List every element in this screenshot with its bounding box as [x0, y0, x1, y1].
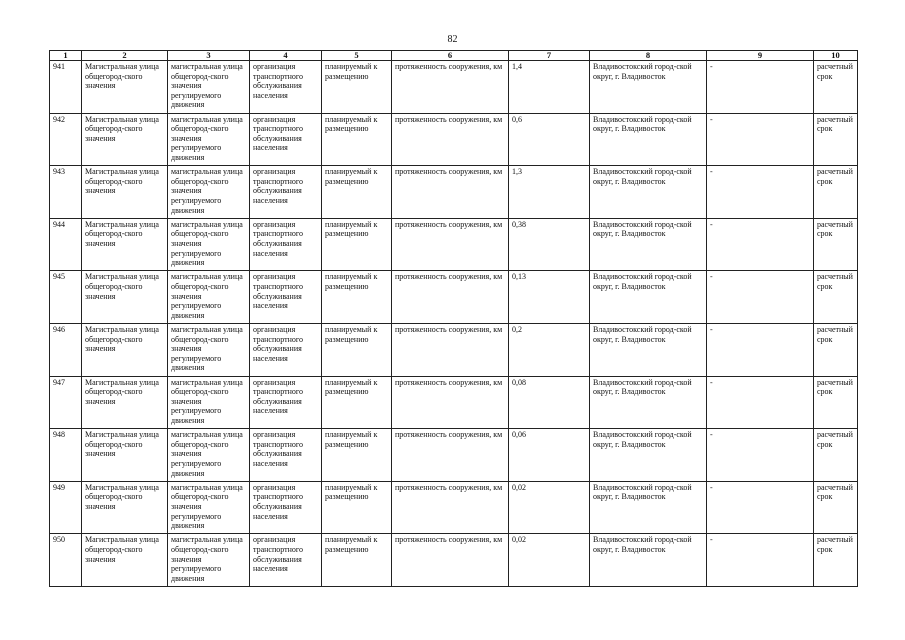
registry-table [49, 50, 858, 587]
cell-type: магистральная улица общегород-ского значения регулируемого движения [168, 429, 250, 482]
cell-type: магистральная улица общегород-ского значения регулируемого движения [168, 534, 250, 587]
cell-characteristic: протяженность сооружения, км [392, 113, 509, 166]
table-header [50, 51, 858, 61]
cell-purpose: организация транспортного обслуживания населения [250, 166, 322, 219]
cell-number: 949 [50, 481, 82, 534]
table-row [50, 376, 858, 429]
cell-characteristic: протяженность сооружения, км [392, 429, 509, 482]
cell-purpose: организация транспортного обслуживания населения [250, 271, 322, 324]
cell-number: 950 [50, 534, 82, 587]
cell-number: 941 [50, 61, 82, 114]
cell-type: магистральная улица общегород-ского значения регулируемого движения [168, 113, 250, 166]
cell-zone: - [707, 61, 814, 114]
cell-value: 0,06 [509, 429, 590, 482]
cell-value: 0,2 [509, 323, 590, 376]
cell-name: Магистральная улица общегород-ского значения [82, 113, 168, 166]
table-row [50, 534, 858, 587]
cell-location: Владивостокский город-ской округ, г. Владивосток [590, 429, 707, 482]
cell-type: магистральная улица общегород-ского значения регулируемого движения [168, 481, 250, 534]
cell-number: 947 [50, 376, 82, 429]
table-body [50, 61, 858, 587]
cell-purpose: организация транспортного обслуживания населения [250, 534, 322, 587]
cell-type: магистральная улица общегород-ского значения регулируемого движения [168, 166, 250, 219]
cell-term: расчетный срок [814, 534, 858, 587]
cell-location: Владивостокский город-ской округ, г. Владивосток [590, 271, 707, 324]
cell-name: Магистральная улица общегород-ского значения [82, 481, 168, 534]
cell-zone: - [707, 271, 814, 324]
cell-value: 0,6 [509, 113, 590, 166]
cell-zone: - [707, 481, 814, 534]
column-header-10: 10 [814, 51, 858, 61]
cell-zone: - [707, 376, 814, 429]
table-row [50, 166, 858, 219]
cell-status: планируемый к размещению [322, 323, 392, 376]
header-row [50, 51, 858, 61]
cell-status: планируемый к размещению [322, 376, 392, 429]
cell-zone: - [707, 323, 814, 376]
cell-purpose: организация транспортного обслуживания населения [250, 61, 322, 114]
cell-characteristic: протяженность сооружения, км [392, 61, 509, 114]
cell-characteristic: протяженность сооружения, км [392, 481, 509, 534]
cell-term: расчетный срок [814, 376, 858, 429]
column-header-2: 2 [82, 51, 168, 61]
cell-term: расчетный срок [814, 481, 858, 534]
cell-term: расчетный срок [814, 166, 858, 219]
cell-type: магистральная улица общегород-ского значения регулируемого движения [168, 61, 250, 114]
column-header-6: 6 [392, 51, 509, 61]
cell-term: расчетный срок [814, 218, 858, 271]
cell-value: 0,13 [509, 271, 590, 324]
cell-term: расчетный срок [814, 113, 858, 166]
cell-characteristic: протяженность сооружения, км [392, 376, 509, 429]
table-row [50, 218, 858, 271]
cell-type: магистральная улица общегород-ского значения регулируемого движения [168, 271, 250, 324]
cell-purpose: организация транспортного обслуживания населения [250, 481, 322, 534]
cell-characteristic: протяженность сооружения, км [392, 271, 509, 324]
column-header-7: 7 [509, 51, 590, 61]
column-header-8: 8 [590, 51, 707, 61]
cell-status: планируемый к размещению [322, 61, 392, 114]
cell-zone: - [707, 429, 814, 482]
table-row [50, 481, 858, 534]
cell-value: 0,02 [509, 534, 590, 587]
cell-location: Владивостокский город-ской округ, г. Владивосток [590, 534, 707, 587]
cell-number: 948 [50, 429, 82, 482]
cell-term: расчетный срок [814, 61, 858, 114]
table-row [50, 113, 858, 166]
table-row [50, 61, 858, 114]
page-number: 82 [447, 34, 458, 45]
cell-value: 0,38 [509, 218, 590, 271]
cell-status: планируемый к размещению [322, 271, 392, 324]
cell-zone: - [707, 113, 814, 166]
column-header-3: 3 [168, 51, 250, 61]
table-row [50, 271, 858, 324]
table-row [50, 323, 858, 376]
cell-name: Магистральная улица общегород-ского значения [82, 271, 168, 324]
column-header-1: 1 [50, 51, 82, 61]
cell-term: расчетный срок [814, 429, 858, 482]
cell-status: планируемый к размещению [322, 481, 392, 534]
cell-type: магистральная улица общегород-ского значения регулируемого движения [168, 323, 250, 376]
cell-status: планируемый к размещению [322, 534, 392, 587]
cell-purpose: организация транспортного обслуживания населения [250, 323, 322, 376]
cell-name: Магистральная улица общегород-ского значения [82, 218, 168, 271]
cell-location: Владивостокский город-ской округ, г. Владивосток [590, 61, 707, 114]
cell-name: Магистральная улица общегород-ского значения [82, 166, 168, 219]
cell-number: 944 [50, 218, 82, 271]
cell-location: Владивостокский город-ской округ, г. Владивосток [590, 323, 707, 376]
cell-purpose: организация транспортного обслуживания населения [250, 218, 322, 271]
cell-characteristic: протяженность сооружения, км [392, 166, 509, 219]
column-header-9: 9 [707, 51, 814, 61]
cell-term: расчетный срок [814, 271, 858, 324]
cell-number: 946 [50, 323, 82, 376]
cell-purpose: организация транспортного обслуживания населения [250, 113, 322, 166]
cell-zone: - [707, 166, 814, 219]
cell-status: планируемый к размещению [322, 218, 392, 271]
cell-number: 942 [50, 113, 82, 166]
cell-location: Владивостокский город-ской округ, г. Владивосток [590, 218, 707, 271]
cell-value: 1,4 [509, 61, 590, 114]
cell-location: Владивостокский город-ской округ, г. Владивосток [590, 166, 707, 219]
cell-characteristic: протяженность сооружения, км [392, 218, 509, 271]
table-row [50, 429, 858, 482]
cell-value: 0,08 [509, 376, 590, 429]
cell-number: 943 [50, 166, 82, 219]
cell-purpose: организация транспортного обслуживания населения [250, 376, 322, 429]
cell-location: Владивостокский город-ской округ, г. Владивосток [590, 481, 707, 534]
cell-value: 0,02 [509, 481, 590, 534]
cell-name: Магистральная улица общегород-ского значения [82, 61, 168, 114]
cell-type: магистральная улица общегород-ского значения регулируемого движения [168, 218, 250, 271]
cell-characteristic: протяженность сооружения, км [392, 323, 509, 376]
cell-value: 1,3 [509, 166, 590, 219]
cell-number: 945 [50, 271, 82, 324]
column-header-4: 4 [250, 51, 322, 61]
column-header-5: 5 [322, 51, 392, 61]
cell-characteristic: протяженность сооружения, км [392, 534, 509, 587]
cell-type: магистральная улица общегород-ского значения регулируемого движения [168, 376, 250, 429]
cell-name: Магистральная улица общегород-ского значения [82, 376, 168, 429]
cell-status: планируемый к размещению [322, 166, 392, 219]
cell-name: Магистральная улица общегород-ского значения [82, 323, 168, 376]
cell-status: планируемый к размещению [322, 113, 392, 166]
cell-location: Владивостокский город-ской округ, г. Владивосток [590, 376, 707, 429]
cell-status: планируемый к размещению [322, 429, 392, 482]
cell-purpose: организация транспортного обслуживания населения [250, 429, 322, 482]
cell-name: Магистральная улица общегород-ского значения [82, 429, 168, 482]
cell-term: расчетный срок [814, 323, 858, 376]
cell-name: Магистральная улица общегород-ского значения [82, 534, 168, 587]
cell-zone: - [707, 218, 814, 271]
cell-location: Владивостокский город-ской округ, г. Владивосток [590, 113, 707, 166]
cell-zone: - [707, 534, 814, 587]
